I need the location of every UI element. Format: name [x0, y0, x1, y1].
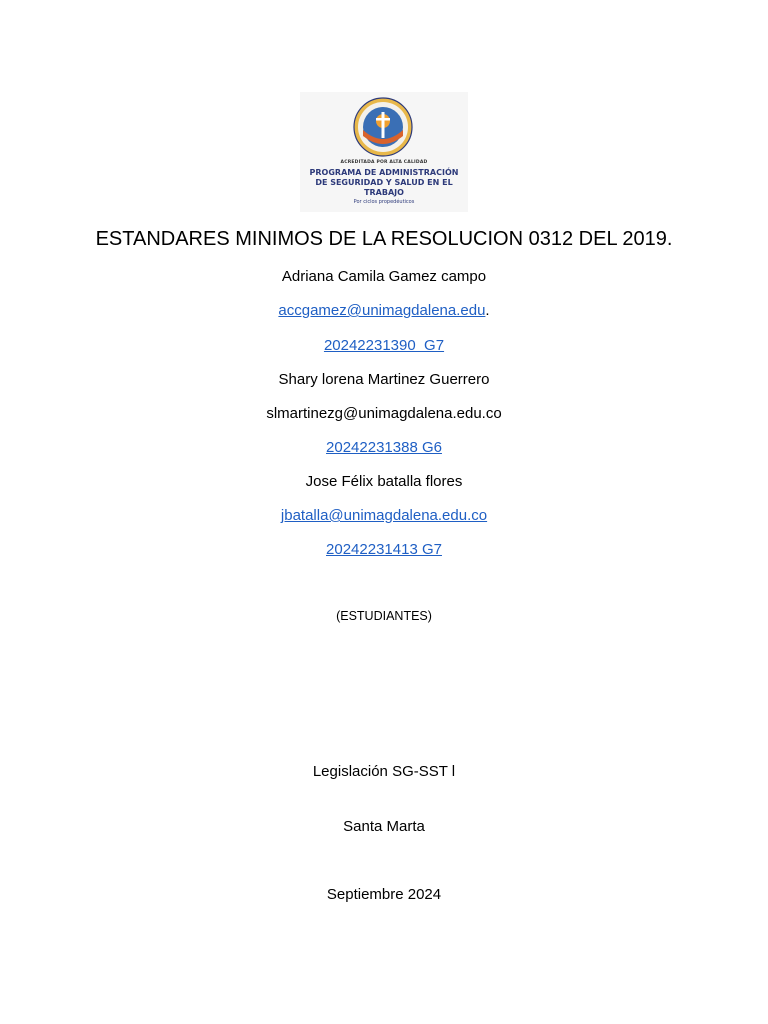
role-label: (ESTUDIANTES) — [336, 609, 432, 623]
author-2-code-line — [0, 439, 768, 456]
logo-program-line-2: DE SEGURIDAD Y SALUD EN EL — [315, 178, 453, 187]
course-name: Legislación SG-SST l — [312, 763, 456, 780]
author-3-code-line — [0, 541, 768, 558]
author-3-email-line — [0, 507, 768, 524]
author-1-email-link[interactable]: accgamez@unimagdalena.edu — [278, 302, 486, 319]
logo-tagline: Por ciclos propedéuticos — [353, 199, 415, 205]
author-1-email-line — [0, 302, 768, 319]
logo-program-line-3: TRABAJO — [364, 188, 404, 197]
author-2-email: slmartinezg@unimagdalena.edu.co — [266, 405, 502, 422]
author-2-name: Shary lorena Martinez Guerrero — [278, 371, 490, 388]
author-1-code-link[interactable]: 20242231390 G7 — [323, 337, 445, 354]
date: Septiembre 2024 — [326, 886, 442, 903]
document-title: ESTANDARES MINIMOS DE LA RESOLUCION 0312 DEL 2019. — [95, 228, 673, 250]
author-3-name: Jose Félix batalla flores — [305, 473, 463, 490]
author-1-code-line — [0, 337, 768, 354]
author-2-code-link[interactable]: 20242231388 G6 — [326, 439, 442, 456]
author-3-email-link[interactable]: jbatalla@unimagdalena.edu.co — [280, 507, 488, 524]
city: Santa Marta — [343, 818, 425, 835]
author-1-email-suffix: . — [485, 302, 490, 319]
university-seal-icon — [352, 96, 414, 158]
author-1-name: Adriana Camila Gamez campo — [281, 268, 487, 285]
author-3-code-link[interactable]: 20242231413 G7 — [326, 541, 442, 558]
logo-program-line-1: PROGRAMA DE ADMINISTRACIÓN — [309, 168, 459, 177]
logo-accreditation: ACREDITADA POR ALTA CALIDAD — [340, 160, 428, 165]
